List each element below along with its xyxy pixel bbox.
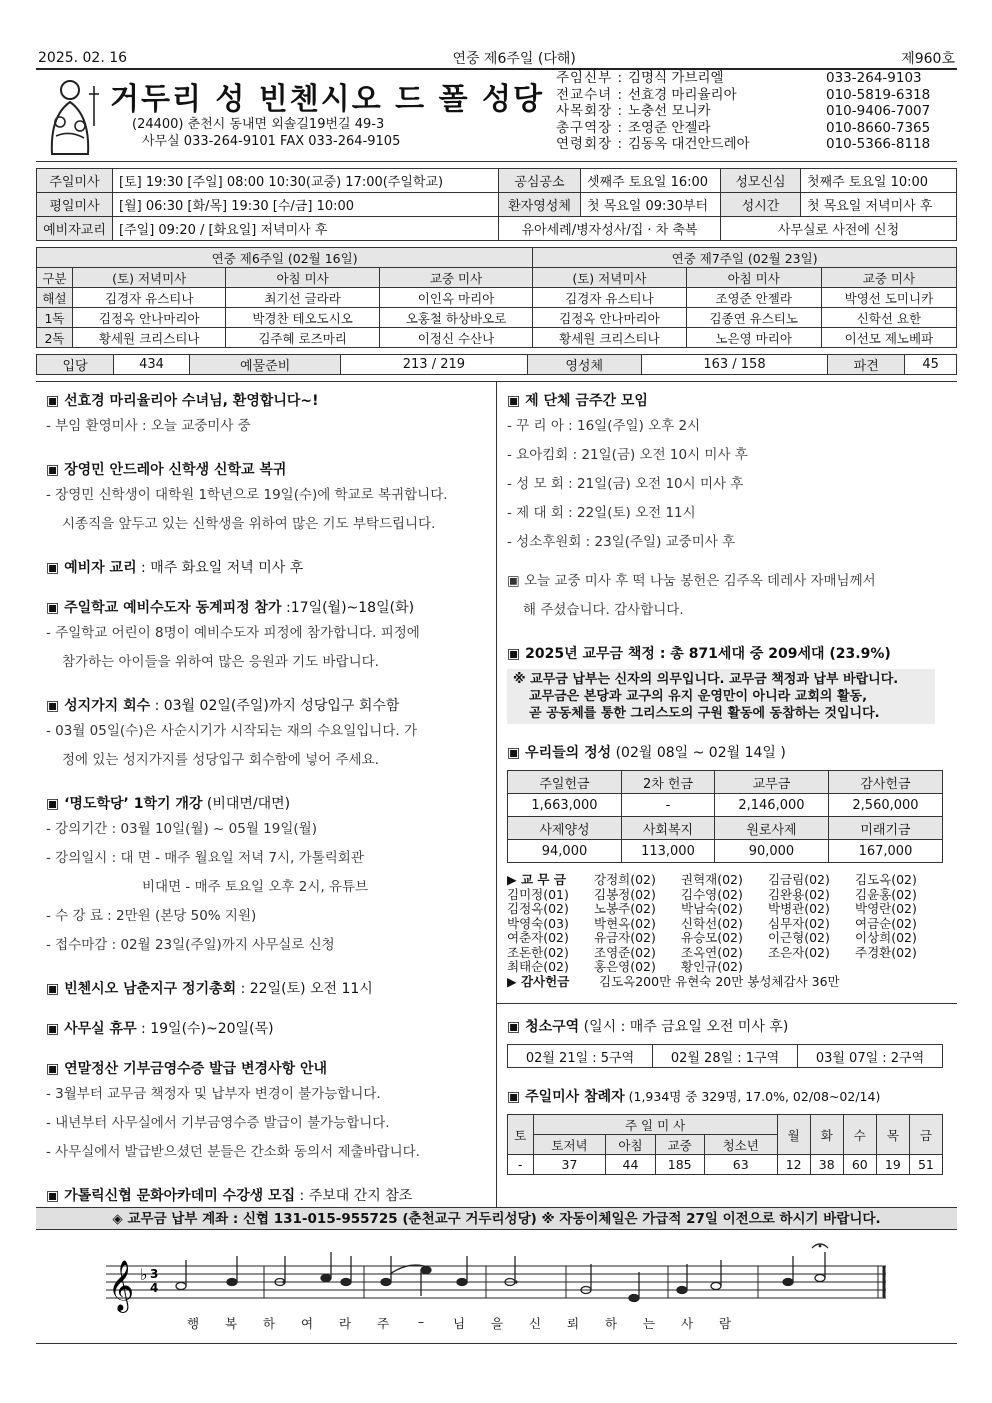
reader-name: 최기선 글라라 <box>226 288 379 308</box>
issue-date: 2025. 02. 16 <box>38 50 128 66</box>
att-value: 51 <box>909 1155 942 1175</box>
offering-title-text: ▣ 우리들의 정성 <box>507 745 612 761</box>
donor-name: 신학선(02) <box>681 915 743 931</box>
donor-name: 김수영(02) <box>681 886 743 902</box>
liturgy-title: 연중 제6주일 (다해) <box>452 51 576 67</box>
donor-name: 조옥연(02) <box>681 944 743 960</box>
donor-name: 여춘자(02) <box>507 930 569 945</box>
att-value: - <box>508 1155 534 1175</box>
stat-label: 입당 <box>37 355 114 375</box>
att-value: 38 <box>810 1155 843 1175</box>
schedule-label: 주일미사 <box>37 169 113 193</box>
offering-label: 사회복지 <box>622 817 715 840</box>
notice-title <box>46 459 490 481</box>
schedule-label: 성모신심 <box>721 169 801 193</box>
notice-line: - 강의일시 : 대 면 - 매주 월요일 저녁 7시, 가톨릭회관 <box>46 850 364 866</box>
reader-column-head: 아침 미사 <box>686 268 821 288</box>
notice-title-text: ▣ 장영민 안드레아 신학생 신학교 복귀 <box>46 462 287 478</box>
notice-title-detail: (비대면/대면) <box>202 796 291 812</box>
staff-row <box>556 120 957 137</box>
donor-label-space <box>507 873 594 888</box>
donor-name: 이상희(02) <box>855 930 917 945</box>
reader-name: 김경자 유스티나 <box>73 288 226 308</box>
notice-line: 정에 있는 성지가지를 성당입구 회수함에 넣어 주세요. <box>62 752 379 768</box>
dues-note-line: 교무금은 본당과 교구의 유지 운영만이 아니라 교회의 활동, <box>529 689 868 704</box>
donor-name: 유금자(02) <box>594 930 656 945</box>
schedule-label: 공심공소 <box>499 169 581 193</box>
reader-table <box>36 247 957 348</box>
staff-name: 김명식 가브리엘 <box>628 70 724 86</box>
donor-name: 박영란(02) <box>855 901 917 916</box>
notice-title-detail: : 22일(토) 오전 11시 <box>236 981 373 997</box>
bulletin-page <box>36 48 957 1344</box>
offering-row <box>508 771 943 794</box>
staff-name: 노충선 모니카 <box>628 103 711 119</box>
lyric-syllable: 하 <box>262 1316 276 1331</box>
lyric-syllable: 뢰 <box>566 1316 580 1331</box>
reader-week-1: 연중 제6주일 (02월 16일) <box>37 248 533 268</box>
donor-name: 박병관(02) <box>768 901 830 916</box>
group-meeting: - 꾸 리 아 : 16일(주일) 오후 2시 <box>507 418 701 434</box>
notice-line: - 03월 05일(수)은 사순시기가 시작되는 재의 수요일입니다. 가 <box>46 723 417 739</box>
reader-column-head: 아침 미사 <box>226 268 379 288</box>
donor-name: 최태순(02) <box>507 959 569 974</box>
notice-title <box>46 1185 490 1207</box>
hymn-staff <box>36 1230 957 1344</box>
reader-week-2: 연중 제7주일 (02월 23일) <box>533 248 957 268</box>
reader-role: 1독 <box>37 308 73 328</box>
staff-role: 전교수녀 : <box>556 86 624 103</box>
att-head: 금 <box>909 1115 942 1155</box>
rice-note: ▣ 오늘 교중 미사 후 떡 나눔 봉헌은 김주옥 데레사 자매님께서 <box>507 573 876 589</box>
mass-stats-table <box>36 354 957 375</box>
attendance-summary: (1,934명 중 329명, 17.0%, 02/08~02/14) <box>624 1089 881 1104</box>
lyric-syllable: 람 <box>718 1316 732 1331</box>
offering-period: (02월 08일 ~ 02월 14일 ) <box>611 745 786 761</box>
donor-name: 이근형(02) <box>768 930 830 945</box>
att-head: 주 일 미 사 <box>533 1115 777 1135</box>
donor-name: 여금순(02) <box>855 915 917 931</box>
notice-title <box>46 1058 490 1080</box>
att-value: 37 <box>533 1155 606 1175</box>
notice-line: - 수 강 료 : 2만원 (본당 50% 지원) <box>46 908 257 924</box>
lyric-syllable: 는 <box>642 1316 656 1331</box>
notice-title <box>46 978 490 1000</box>
donor-list <box>507 873 953 989</box>
lyric-syllable: 님 <box>452 1316 466 1331</box>
staff-name: 김동옥 대건안드레아 <box>628 136 750 152</box>
lyric-syllable: 신 <box>528 1316 542 1331</box>
att-subhead: 청소년 <box>704 1135 777 1155</box>
reader-name: 김경자 유스티나 <box>533 288 686 308</box>
offering-label: 미래기금 <box>828 817 942 840</box>
group-meeting: - 성 모 회 : 21일(금) 오전 10시 미사 후 <box>507 476 744 492</box>
offering-label: 주일헌금 <box>508 771 622 794</box>
staff-row <box>556 70 957 87</box>
att-head: 월 <box>777 1115 810 1155</box>
notice-title-text: ▣ 가톨릭신협 문화아카데미 수강생 모집 <box>46 1188 296 1204</box>
notice-title <box>46 793 490 815</box>
att-head: 목 <box>876 1115 909 1155</box>
donor-name: 노봉주(02) <box>594 901 656 916</box>
notice-title-text: ▣ 빈첸시오 남춘지구 정기총회 <box>46 981 237 997</box>
staff-row <box>556 87 957 104</box>
stat-label: 파견 <box>828 355 905 375</box>
staff-row <box>556 103 957 120</box>
schedule-label: 유아세례/병자성사/집 · 차 축복 <box>499 217 721 241</box>
office-contact: 사무실 033-264-9101 FAX 033-264-9105 <box>142 134 401 149</box>
group-meeting: - 제 대 회 : 22일(토) 오전 11시 <box>507 505 696 521</box>
lyric-syllable: 주 <box>376 1316 390 1331</box>
reader-name: 박경찬 테오도시오 <box>226 308 379 328</box>
stat-value: 213 / 219 <box>341 355 528 375</box>
reader-name: 황세원 크리스티나 <box>533 328 686 348</box>
schedule-value: [월] 06:30 [화/목] 19:30 [수/금] 10:00 <box>113 193 499 217</box>
lyric-syllable: 을 <box>490 1316 504 1331</box>
donor-name: 김봉정(02) <box>594 886 656 902</box>
donor-name: 박영숙(03) <box>507 915 569 931</box>
notice-title-detail: :17일(월)~18일(화) <box>281 600 415 616</box>
reader-name: 김주혜 로즈마리 <box>226 328 379 348</box>
notice-line: - 강의기간 : 03월 10일(월) ~ 05월 19일(월) <box>46 821 317 837</box>
schedule-value: [토] 19:30 [주일] 08:00 10:30(교중) 17:00(주일학교) <box>113 169 499 193</box>
cleaning-schedule-note: (일시 : 매주 금요일 오전 미사 후) <box>579 1019 789 1035</box>
reader-column-head: 교중 미사 <box>379 268 532 288</box>
dues-note-line: ※ 교무금 납부는 신자의 의무입니다. 교무금 책정과 납부 바랍니다. <box>513 672 899 687</box>
donor-name: 김도옥(02) <box>855 872 917 887</box>
offering-label: 교무금 <box>714 771 828 794</box>
staff-name: 조영준 안젤라 <box>628 119 711 136</box>
reader-name: 김정옥 안나마리아 <box>73 308 226 328</box>
attendance-table <box>507 1114 943 1175</box>
lyric-syllable: 하 <box>604 1316 618 1331</box>
reader-name: 신학선 요한 <box>821 308 956 328</box>
schedule-value: 사무실로 사전에 신청 <box>721 217 957 241</box>
header <box>36 70 957 162</box>
schedule-label: 예비자교리 <box>37 217 113 241</box>
schedule-label: 환자영성체 <box>499 193 581 217</box>
staff-name: 선효경 마리율리아 <box>628 86 737 103</box>
reader-name: 이정신 수산나 <box>379 328 532 348</box>
attendance-title-text: ▣ 주일미사 참례자 <box>507 1089 625 1105</box>
stat-label: 영성체 <box>527 355 641 375</box>
donor-name: 유승모(02) <box>681 930 743 945</box>
offering-table <box>507 770 943 863</box>
staff-list <box>556 70 957 161</box>
lyric-syllable: 라 <box>338 1316 352 1331</box>
staff-role: 총구역장 : <box>556 119 624 136</box>
notice-title-text: ▣ 사무실 휴무 <box>46 1021 137 1037</box>
cleaning-title-text: ▣ 청소구역 <box>507 1019 580 1035</box>
notices-right <box>497 382 957 1207</box>
stat-value: 45 <box>905 355 957 375</box>
notice-line: - 접수마감 : 02월 23일(주일)까지 사무실로 신청 <box>46 937 335 953</box>
staff-phone: 010-5819-6318 <box>826 86 931 103</box>
schedule-value: 첫 목요일 저녁미사 후 <box>801 193 957 217</box>
notice-line: - 사무실에서 발급받으셨던 분들은 간소화 동의서 제출바랍니다. <box>46 1144 420 1160</box>
stat-label: 예물준비 <box>190 355 341 375</box>
cleaning-slot: 02월 28일 : 1구역 <box>653 1045 798 1068</box>
dues-title: ▣ 2025년 교무금 책정 : 총 871세대 중 209세대 (23.9%) <box>507 646 891 662</box>
groups-list <box>507 412 953 557</box>
att-subhead: 교중 <box>655 1135 704 1155</box>
church-identity <box>36 70 556 161</box>
offering-amount: 1,663,000 <box>508 794 622 817</box>
notice-title-text: ▣ 성지가지 회수 <box>46 698 151 714</box>
offering-amount: 2,560,000 <box>828 794 942 817</box>
reader-role: 해설 <box>37 288 73 308</box>
notice-line: - 장영민 신학생이 대학원 1학년으로 19일(수)에 학교로 복귀합니다. <box>46 487 448 503</box>
saint-logo-icon <box>40 76 100 156</box>
staff-role: 주임신부 : <box>556 70 624 86</box>
staff-row <box>556 136 957 153</box>
lyric-syllable: 여 <box>300 1316 314 1331</box>
offering-row <box>508 840 943 863</box>
lyric-syllable: 복 <box>224 1316 238 1331</box>
lyric-syllable: – <box>417 1314 425 1329</box>
reader-row <box>37 328 957 348</box>
svg-text:𝄞: 𝄞 <box>108 1260 135 1311</box>
att-head: 수 <box>843 1115 876 1155</box>
donor-name: 홍은영(02) <box>594 959 656 974</box>
reader-name: 김정옥 안나마리아 <box>533 308 686 328</box>
attendance-title <box>507 1086 953 1108</box>
dues-note <box>507 669 935 724</box>
staff-role: 사목회장 : <box>556 103 624 119</box>
notice-title-text: ▣ ‘명도학당’ 1학기 개강 <box>46 796 203 812</box>
reader-name: 오홍철 하상바오로 <box>379 308 532 328</box>
reader-column-head: 교중 미사 <box>821 268 956 288</box>
notice-title <box>46 390 490 412</box>
top-line <box>36 48 957 68</box>
att-value: 63 <box>704 1155 777 1175</box>
donor-name: 황인규(02) <box>681 959 743 974</box>
notice-title <box>46 597 490 619</box>
donor-name: 김윤홍(02) <box>855 886 917 902</box>
offering-label: 2차 헌금 <box>622 771 715 794</box>
att-value: 185 <box>655 1155 704 1175</box>
att-subhead: 아침 <box>606 1135 655 1155</box>
thanks-label: ▶ 감사헌금 <box>507 973 570 989</box>
reader-name: 노은영 마리아 <box>686 328 821 348</box>
dues-note-line: 곧 공동체를 통한 그리스도의 구원 활동에 동참하는 것입니다. <box>529 706 880 721</box>
church-name: 거두리 성 빈첸시오 드 폴 성당 <box>110 82 544 117</box>
notice-line: - 3월부터 교무금 책정자 및 납부자 변경이 불가능합니다. <box>46 1086 381 1102</box>
notice-title-detail: : 03월 02일(주일)까지 성당입구 회수함 <box>150 698 400 714</box>
notice-line: - 주일학교 어린이 8명이 예비수도자 피정에 참가합니다. 피정에 <box>46 625 420 641</box>
reader-name: 조영준 안젤라 <box>686 288 821 308</box>
notice-line: - 부임 환영미사 : 오늘 교중미사 중 <box>46 418 251 434</box>
donor-name: 김미정(01) <box>507 886 569 902</box>
donor-name: 조영준(02) <box>594 944 656 960</box>
staff-phone: 010-9406-7007 <box>826 103 931 119</box>
offering-amount: 90,000 <box>714 840 828 863</box>
rice-note-cont: 해 주셨습니다. 감사합니다. <box>523 602 684 618</box>
reader-column-head: (토) 저녁미사 <box>533 268 686 288</box>
offering-label: 원로사제 <box>714 817 828 840</box>
staff-phone: 010-8660-7365 <box>826 119 931 136</box>
schedule-label: 성시간 <box>721 193 801 217</box>
reader-name: 박영선 도미니카 <box>821 288 956 308</box>
donor-name: 김완용(02) <box>768 886 830 902</box>
svg-text:4: 4 <box>150 1281 159 1295</box>
notice-title-text: ▣ 연말정산 기부금영수증 발급 변경사항 안내 <box>46 1061 328 1077</box>
offering-amount: 167,000 <box>828 840 942 863</box>
att-value: 44 <box>606 1155 655 1175</box>
offering-label: 사제양성 <box>508 817 622 840</box>
reader-name: 이선모 제노베파 <box>821 328 956 348</box>
offering-row <box>508 817 943 840</box>
group-meeting: - 요아킴회 : 21일(금) 오전 10시 미사 후 <box>507 447 748 463</box>
notice-title <box>46 557 490 579</box>
staff-role: 연령회장 : <box>556 136 624 152</box>
stat-value: 434 <box>114 355 190 375</box>
notice-title-detail: : 매주 화요일 저녁 미사 후 <box>136 560 304 576</box>
reader-name: 김종연 유스티노 <box>686 308 821 328</box>
dues-donor-label: ▶ 교 무 금 <box>507 872 566 887</box>
notice-line: - 내년부터 사무실에서 기부금영수증 발급이 불가능합니다. <box>46 1115 390 1131</box>
offering-amount: 94,000 <box>508 840 622 863</box>
svg-text:♭: ♭ <box>140 1265 148 1284</box>
cleaning-slot: 02월 21일 : 5구역 <box>508 1045 653 1068</box>
church-address-block <box>132 116 400 150</box>
notice-title-detail: : 주보대 간지 참조 <box>295 1188 413 1204</box>
lyric-syllable: 사 <box>680 1316 694 1331</box>
reader-row <box>37 288 957 308</box>
donor-name: 김금림(02) <box>768 872 830 887</box>
thanks-donors: 김도옥200만 유현숙 20만 봉성체감사 36만 <box>599 973 840 989</box>
att-value: 12 <box>777 1155 810 1175</box>
att-value: 19 <box>876 1155 909 1175</box>
offering-amount: - <box>622 794 715 817</box>
schedule-value: 첫째주 토요일 10:00 <box>801 169 957 193</box>
notice-title-detail: : 19일(수)~20일(목) <box>136 1021 274 1037</box>
cleaning-title <box>507 1016 953 1038</box>
cleaning-slot: 03월 07일 : 2구역 <box>798 1045 943 1068</box>
svg-text:3: 3 <box>150 1267 159 1281</box>
schedule-value: 첫 목요일 09:30부터 <box>581 193 721 217</box>
notices-left <box>36 382 497 1207</box>
schedule-value: 셋째주 토요일 16:00 <box>581 169 721 193</box>
donor-name: 박현옥(02) <box>594 915 656 931</box>
donor-name: 심무자(02) <box>768 915 830 931</box>
notice-title-text: ▣ 주일학교 예비수도자 동계피정 참가 <box>46 600 282 616</box>
donor-name: 권혁재(02) <box>681 872 743 887</box>
mass-schedule-table <box>36 168 957 241</box>
cleaning-table <box>507 1044 943 1068</box>
account-footer: ◈ 교무금 납부 계좌 : 신협 131-015-955725 (춘천교구 거두리성당) ※ 자동이체일은 가급적 27일 이전으로 하시기 바랍니다. <box>36 1208 957 1230</box>
att-head: 토 <box>508 1115 534 1155</box>
hymn-lyrics <box>174 1314 744 1332</box>
groups-title: ▣ 제 단체 금주간 모임 <box>507 393 648 409</box>
donor-name: 주경환(02) <box>855 944 917 960</box>
reader-column-head: (토) 저녁미사 <box>73 268 226 288</box>
offering-label: 감사헌금 <box>828 771 942 794</box>
offering-amount: 2,146,000 <box>714 794 828 817</box>
notice-line: 시종직을 앞두고 있는 신학생을 위하여 많은 기도 부탁드립니다. <box>62 516 436 532</box>
reader-role: 2독 <box>37 328 73 348</box>
reader-name: 이인옥 마리아 <box>379 288 532 308</box>
att-subhead: 토저녁 <box>533 1135 606 1155</box>
donor-name: 박남숙(02) <box>681 901 743 916</box>
donor-name: 강정희(02) <box>594 872 656 887</box>
notice-title <box>46 695 490 717</box>
donor-name: 조은자(02) <box>768 944 830 960</box>
donor-name: 조돈한(02) <box>507 944 569 960</box>
staff-phone: 010-5366-8118 <box>826 136 931 152</box>
offering-amount: 113,000 <box>622 840 715 863</box>
notice-line: 비대면 - 매주 토요일 오후 2시, 유튜브 <box>142 879 369 895</box>
notice-line: 참가하는 아이들을 위하여 많은 응원과 기도 바랍니다. <box>62 654 379 670</box>
group-meeting: - 성소후원회 : 23일(주일) 교중미사 후 <box>507 534 736 550</box>
offering-title <box>507 742 953 764</box>
donor-name: 김정옥(02) <box>507 901 569 916</box>
staff-phone: 033-264-9103 <box>826 70 922 86</box>
offering-row <box>508 794 943 817</box>
music-staff-icon <box>36 1236 957 1326</box>
reader-row <box>37 308 957 328</box>
reader-column-head: 구분 <box>37 268 73 288</box>
att-value: 60 <box>843 1155 876 1175</box>
notice-title-text: ▣ 예비자 교리 <box>46 560 137 576</box>
issue-number: 제960호 <box>901 51 955 67</box>
schedule-label: 평일미사 <box>37 193 113 217</box>
schedule-value: [주일] 09:20 / [화요일] 저녁미사 후 <box>113 217 499 241</box>
notice-title <box>46 1018 490 1040</box>
lyric-syllable: 행 <box>186 1316 200 1331</box>
notice-title-text: ▣ 선효경 마리율리아 수녀님, 환영합니다~! <box>46 393 319 409</box>
notice-columns <box>36 381 957 1208</box>
reader-name: 황세원 크리스티나 <box>73 328 226 348</box>
church-address: (24400) 춘천시 동내면 외솔길19번길 49-3 <box>132 117 385 132</box>
stat-value: 163 / 158 <box>641 355 828 375</box>
att-head: 화 <box>810 1115 843 1155</box>
